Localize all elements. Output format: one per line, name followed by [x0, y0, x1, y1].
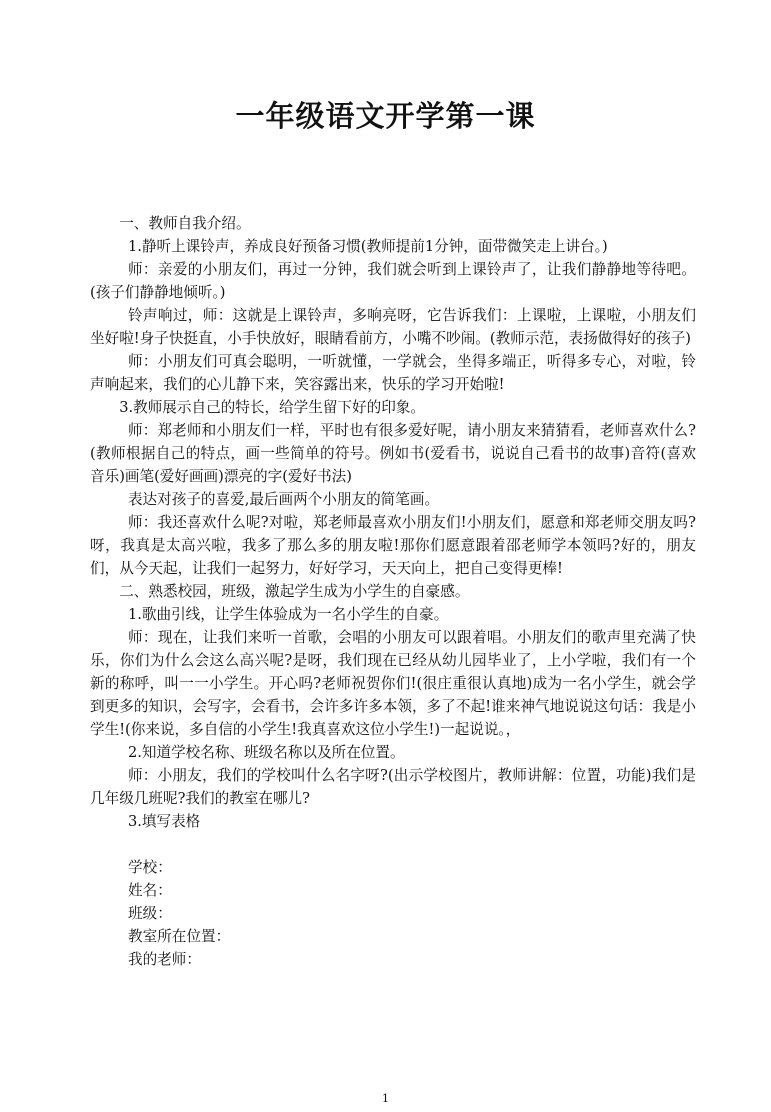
- fill-in-form: [90, 856, 696, 971]
- section-heading-1: 一、教师自我介绍。: [119, 215, 251, 232]
- paragraph: 表达对孩子的喜爱,最后画两个小朋友的简笔画。: [127, 491, 440, 508]
- page-number: 1: [382, 1092, 389, 1105]
- document-body: [90, 212, 696, 971]
- section-heading-2: 二、熟悉校园，班级，激起学生成为小学生的自豪感。: [119, 583, 470, 600]
- paragraph: 3.教师展示自己的特长，给学生留下好的印象。: [119, 399, 425, 416]
- paragraph: 铃声响过，师：这就是上课铃声，多响亮呀，它告诉我们：上课啦，上课啦，小朋友们坐好啦!身子快挺直，小手快放好，眼睛看前方，小嘴不吵闹。(教师示范，表扬做得好的孩子): [90, 307, 696, 347]
- form-field-my-teacher: 我的老师：: [128, 951, 201, 968]
- paragraph: 师：我还喜欢什么呢?对啦，郑老师最喜欢小朋友们!小朋友们，愿意和郑老师交朋友吗?呀，我真是太高兴啦，我多了那么多的朋友啦!那你们愿意跟着邵老师学本领吗?好的，朋友们，从今天起，让我们一起努力，好好学习，天天向上，把自己变得更棒!: [90, 514, 696, 577]
- form-field-school: 学校：: [128, 859, 172, 876]
- paragraph: 师：郑老师和小朋友们一样，平时也有很多爱好呢，请小朋友来猜猜看，老师喜欢什么?(教师根据自己的特点，画一些简单的符号。例如书(爱看书，说说自己看书的故事)音符(喜欢音乐)画笔(爱好画画)漂亮的字(爱好书法): [90, 422, 696, 485]
- paragraph: 师：现在，让我们来听一首歌，会唱的小朋友可以跟着唱。小朋友们的歌声里充满了快乐，你们为什么会这么高兴呢?是呀，我们现在已经从幼儿园毕业了，上小学啦，我们有一个新的称呼，叫一一小学生。开心吗?老师祝贺你们!(很庄重很认真地)成为一名小学生，就会学到更多的知识，会写字，会看书，会许多许多本领，多了不起!谁来神气地说说这句话：我是小学生!(你来说，多自信的小学生!我真喜欢这位小学生!)一起说说。，: [90, 629, 696, 738]
- paragraph: 1.歌曲引线，让学生体验成为一名小学生的自豪。: [127, 606, 449, 623]
- blank-line: [90, 833, 696, 856]
- paragraph: 2.知道学校名称、班级名称以及所在位置。: [127, 744, 405, 761]
- paragraph: 师：小朋友们可真会聪明，一听就懂，一学就会，坐得多端正，听得多专心，对啦，铃声响起来，我们的心儿静下来，笑容露出来，快乐的学习开始啦!: [90, 353, 696, 393]
- form-field-classroom-location: 教室所在位置：: [128, 928, 231, 945]
- paragraph: 师：小朋友，我们的学校叫什么名字呀?(出示学校图片，教师讲解：位置，功能)我们是几年级几班呢?我们的教室在哪儿?: [90, 767, 696, 807]
- form-field-class: 班级：: [128, 905, 172, 922]
- paragraph: 1.静听上课铃声，养成良好预备习惯(教师提前1分钟，面带微笑走上讲台。): [127, 238, 608, 255]
- paragraph: 师：亲爱的小朋友们，再过一分钟，我们就会听到上课铃声了，让我们静静地等待吧。(孩子们静静地倾听。): [90, 261, 696, 301]
- paragraph: 3.填写表格: [127, 813, 201, 830]
- form-field-name: 姓名：: [128, 882, 172, 899]
- document-title: 一年级语文开学第一课: [235, 99, 536, 133]
